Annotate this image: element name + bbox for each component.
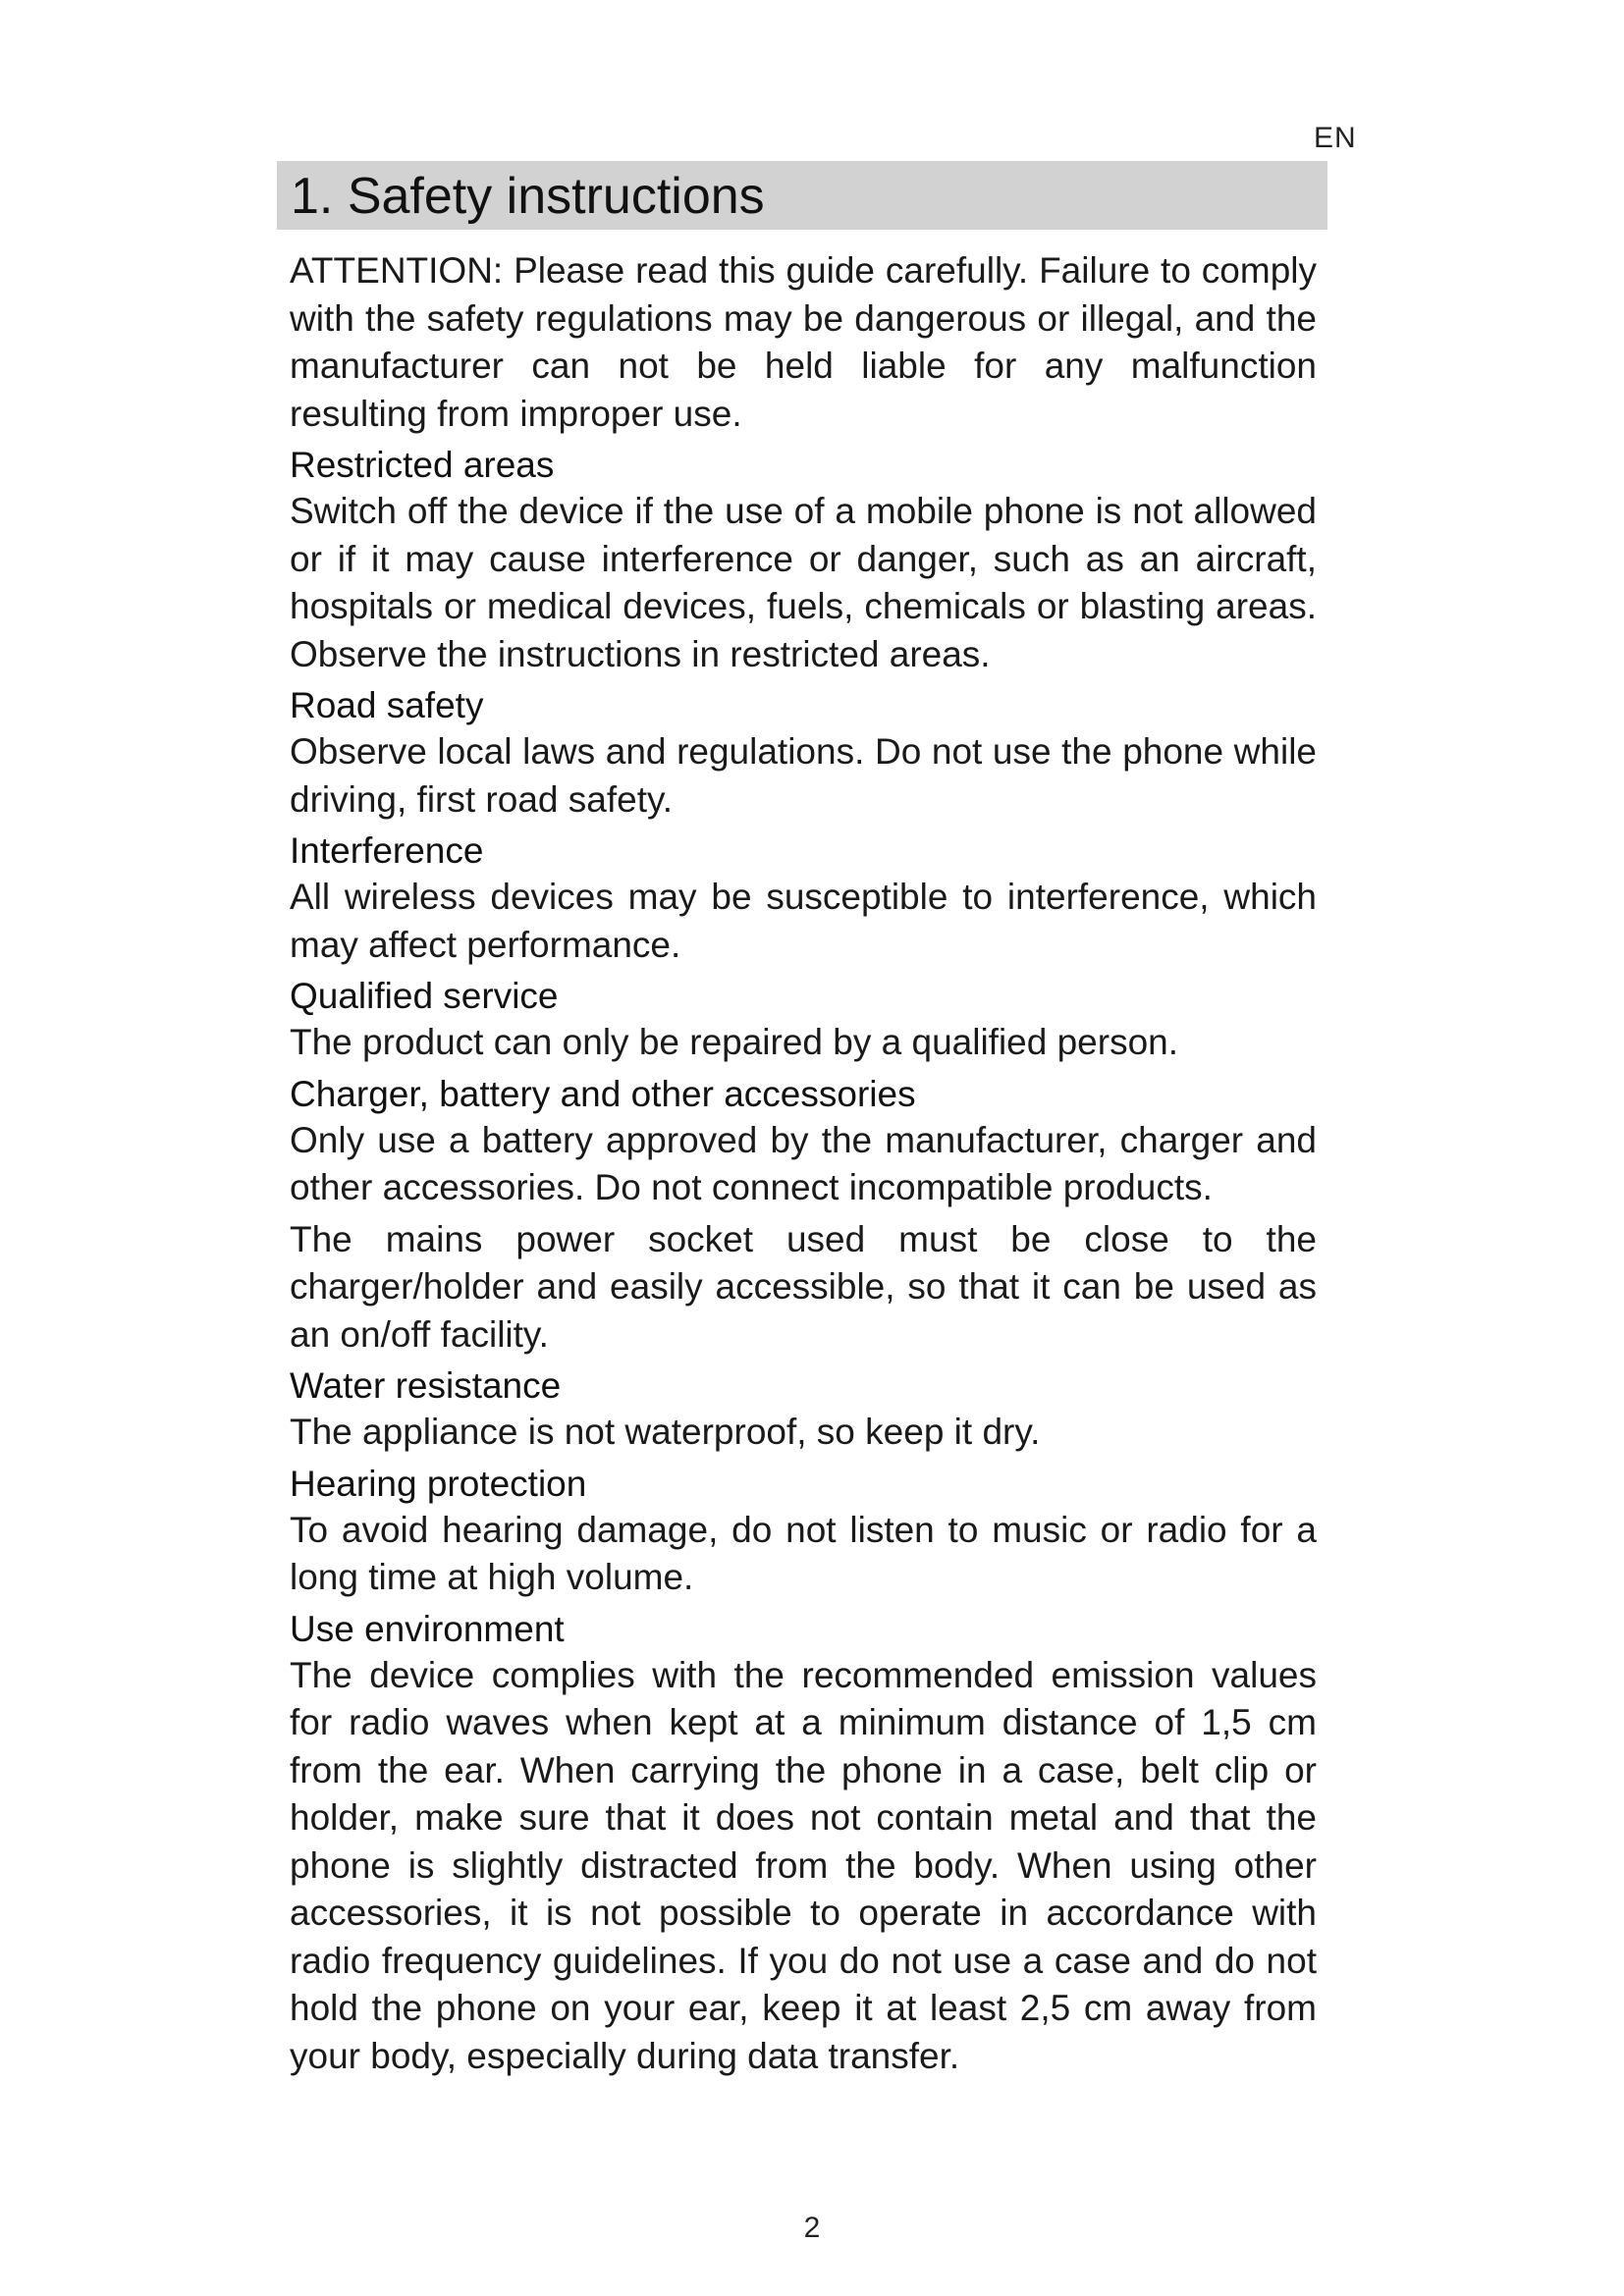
section-paragraph: Switch off the device if the use of a mobile phone is not allowed or if it may cause interference or danger, such as an aircraft, hospitals or medical devices, fuels, chemicals or blasting areas. Observe the instructions in restricted areas.	[290, 491, 1317, 674]
section-paragraph: Only use a battery approved by the manufacturer, charger and other accessories. Do not connect incompatible products.	[290, 1119, 1317, 1207]
section-interference	[290, 828, 1317, 969]
page-title: 1. Safety instructions	[291, 168, 765, 225]
section-title-bar	[277, 161, 1327, 230]
section-paragraph: The appliance is not waterproof, so keep it dry.	[290, 1412, 1041, 1452]
section-hearing-protection	[290, 1461, 1317, 1602]
section-water-resistance	[290, 1362, 1317, 1457]
section-heading: Qualified service	[290, 976, 559, 1016]
document-body	[290, 247, 1317, 2084]
section-qualified-service	[290, 973, 1317, 1067]
language-label: EN	[1314, 122, 1357, 154]
section-charger-battery	[290, 1071, 1317, 1360]
section-paragraph: The device complies with the recommended emission values for radio waves when kept at a minimum distance of 1,5 cm from the ear. When carrying the phone in a case, belt clip or holder, make sure that it does not contain metal and that the phone is slightly distracted from the body. When using other accessories, it is not possible to operate in accordance with radio frequency guidelines. If you do not use a case and do not hold the phone on your ear, keep it at least 2,5 cm away from your body, especially during data transfer.	[290, 1654, 1317, 2076]
section-use-environment	[290, 1606, 1317, 2081]
section-heading: Interference	[290, 830, 484, 871]
section-heading: Restricted areas	[290, 445, 555, 485]
section-road-safety	[290, 682, 1317, 824]
section-heading: Water resistance	[290, 1365, 562, 1406]
section-heading: Hearing protection	[290, 1463, 587, 1504]
section-paragraph: All wireless devices may be susceptible to interference, which may affect performance.	[290, 877, 1317, 965]
intro-paragraph: ATTENTION: Please read this guide carefully. Failure to comply with the safety regulations may be dangerous or illegal, and the manufacturer can not be held liable for any malfunction resulting from improper use.	[290, 250, 1317, 434]
section-paragraph: The product can only be repaired by a qualified person.	[290, 1022, 1179, 1062]
page-number: 2	[803, 2212, 821, 2244]
section-heading: Road safety	[290, 685, 484, 725]
section-restricted-areas	[290, 442, 1317, 678]
section-paragraph: To avoid hearing damage, do not listen to music or radio for a long time at high volume.	[290, 1509, 1317, 1597]
section-paragraph: Observe local laws and regulations. Do not use the phone while driving, first road safety.	[290, 731, 1317, 820]
section-heading: Use environment	[290, 1608, 565, 1649]
section-heading: Charger, battery and other accessories	[290, 1073, 916, 1114]
section-paragraph: The mains power socket used must be close to the charger/holder and easily accessible, so that it can be used as an on/off facility.	[290, 1218, 1317, 1355]
